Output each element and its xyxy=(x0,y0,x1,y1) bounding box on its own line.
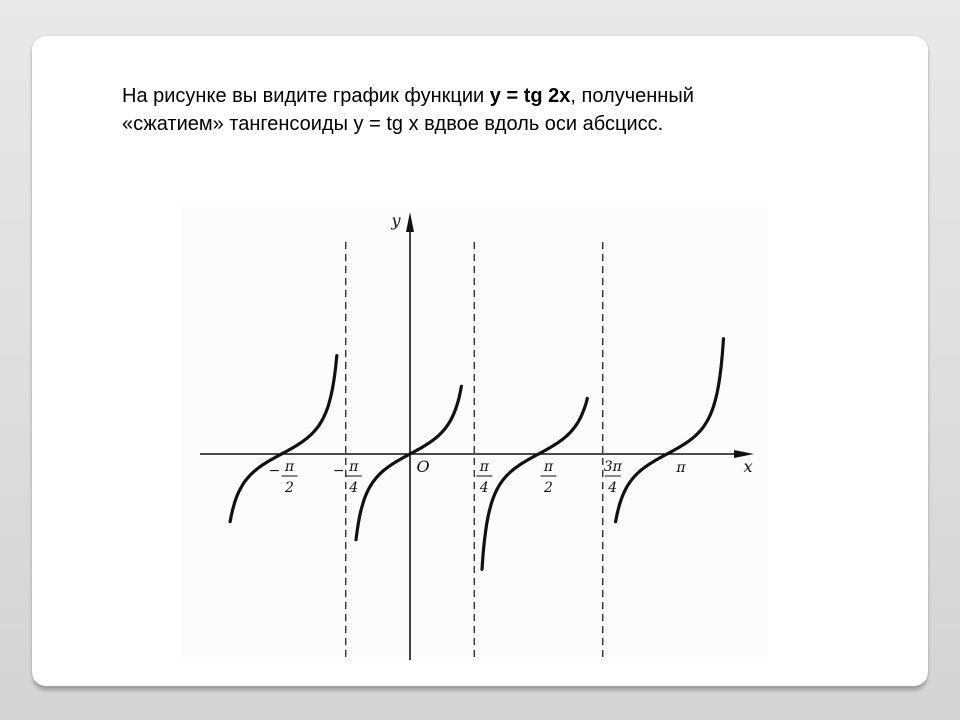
curve-branch-4 xyxy=(616,339,724,522)
tangent-chart xyxy=(182,202,768,662)
curve-branch-3 xyxy=(482,398,587,569)
y-axis-arrow xyxy=(406,212,414,232)
tick-minus-pi-over-2-sign: − xyxy=(268,463,281,479)
caption-line-1 xyxy=(122,82,842,110)
tick-pi-over-4-numerator: π xyxy=(479,459,489,475)
tick-minus-pi-over-2-denominator: 2 xyxy=(285,480,294,496)
caption-text-1a: На рисунке вы видите график функции xyxy=(122,85,490,107)
tick-3pi-over-4-denominator: 4 xyxy=(608,480,618,496)
tick-pi-over-4-denominator: 4 xyxy=(479,480,489,496)
curve-branch-2 xyxy=(356,386,461,539)
caption-formula: y = tg 2x xyxy=(489,85,571,107)
tick-minus-pi-over-4-sign: − xyxy=(332,463,345,479)
curve-branch-1 xyxy=(230,356,337,522)
slide-caption xyxy=(122,82,842,138)
tick-pi: π xyxy=(676,460,686,476)
x-axis-label: x xyxy=(743,457,753,476)
caption-text-1b: , полученный xyxy=(570,85,694,107)
tick-minus-pi-over-2-numerator: π xyxy=(284,459,295,475)
tick-3pi-over-4-numerator: 3π xyxy=(603,459,622,475)
origin-label: O xyxy=(416,457,430,476)
tick-minus-pi-over-4-denominator: 4 xyxy=(349,480,359,496)
tick-pi-over-2-numerator: π xyxy=(543,459,554,475)
y-axis-label: y xyxy=(391,211,401,230)
tick-pi-over-2-denominator: 2 xyxy=(544,480,553,496)
caption-line-2: «сжатием» тангенсоиды y = tg x вдвое вдоль оси абсцисс. xyxy=(122,113,664,135)
tick-minus-pi-over-4-numerator: π xyxy=(349,459,359,475)
